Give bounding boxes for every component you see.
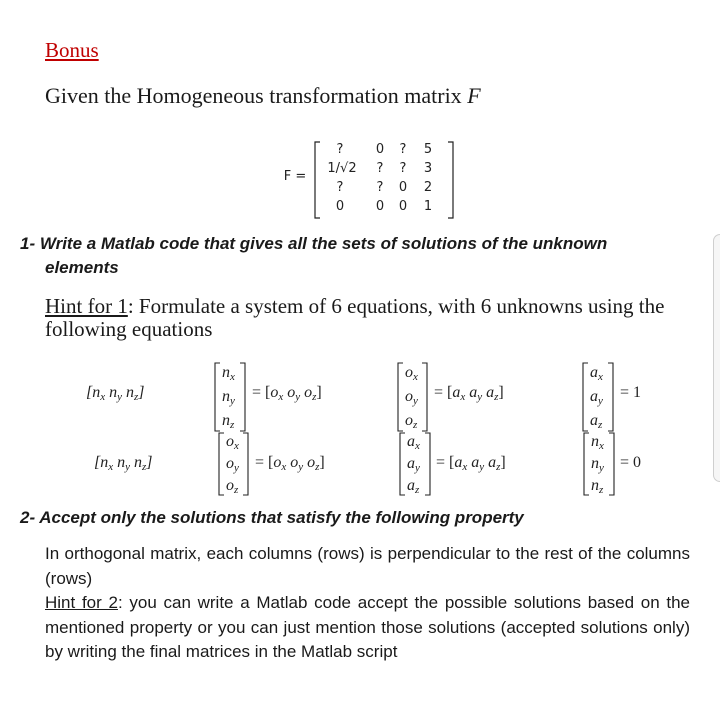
matrix-f-cell: ? <box>399 142 407 157</box>
given-statement <box>45 83 481 109</box>
bonus-heading: Bonus <box>45 38 99 62</box>
svg-text:oy: oy <box>226 455 239 474</box>
equation-1-rhs: = 1 <box>620 384 642 401</box>
matrix-f-cell: 3 <box>423 161 433 176</box>
matrix-f-cell: ? <box>376 161 384 176</box>
svg-text:az: az <box>590 412 603 431</box>
hint-2 <box>45 591 690 665</box>
matrix-f-cell: ? <box>399 161 407 176</box>
svg-text:[nx ny nz]: [nx ny nz] <box>86 384 145 403</box>
svg-text:ay: ay <box>407 455 420 474</box>
matrix-f-cell: 2 <box>423 180 433 195</box>
svg-text:nz: nz <box>222 412 235 431</box>
svg-text:ny: ny <box>222 388 235 407</box>
equations-figure <box>80 357 680 497</box>
matrix-f-cell: 0 <box>335 199 345 214</box>
svg-text:oy: oy <box>405 388 418 407</box>
svg-text:nx: nx <box>222 364 235 383</box>
svg-text:nx: nx <box>591 433 604 452</box>
question-1-number: 1- <box>20 234 36 253</box>
question-2 <box>20 508 524 528</box>
hint-1-text-cont: following equations <box>45 317 213 341</box>
matrix-f-cell: ? <box>336 142 344 157</box>
hint-1-text: : Formulate a system of 6 equations, with 6 unknowns using the <box>127 294 665 318</box>
svg-text:oz: oz <box>226 477 239 496</box>
svg-text:az: az <box>407 477 420 496</box>
equation-2-rhs: = 0 <box>620 454 642 471</box>
matrix-f-label: F = <box>283 169 307 184</box>
given-text: Given the Homogeneous transformation matrix <box>45 83 462 108</box>
body-paragraph <box>45 542 690 665</box>
svg-text:ay: ay <box>590 388 603 407</box>
matrix-f <box>282 138 462 222</box>
scrollbar-handle[interactable] <box>713 234 720 482</box>
matrix-f-cell: 0 <box>398 180 408 195</box>
matrix-f-cell: 5 <box>423 142 433 157</box>
matrix-f-cell: ? <box>336 180 344 195</box>
svg-text:ox: ox <box>405 364 418 383</box>
equation-2 <box>94 433 641 496</box>
matrix-f-cell: 1/√2 <box>327 161 357 176</box>
hint-1-label: Hint for 1 <box>45 294 128 318</box>
svg-text:= [ax ay az]: = [ax ay az] <box>436 454 506 473</box>
question-1-text: Write a Matlab code that gives all the sets of solutions of the unknown <box>39 234 608 253</box>
question-2-text: Accept only the solutions that satisfy the following property <box>39 508 524 527</box>
question-1 <box>20 232 690 280</box>
question-2-number: 2- <box>20 508 36 527</box>
hint-1 <box>45 295 665 341</box>
hint-2-label: Hint for 2 <box>45 593 118 612</box>
svg-text:= [ox oy oz]: = [ox oy oz] <box>255 454 325 473</box>
svg-text:ny: ny <box>591 455 604 474</box>
matrix-f-cell: ? <box>376 180 384 195</box>
matrix-f-cell: 0 <box>375 199 385 214</box>
matrix-f-cell: 0 <box>398 199 408 214</box>
equation-1 <box>86 363 641 431</box>
svg-text:ax: ax <box>590 364 603 383</box>
svg-text:oz: oz <box>405 412 418 431</box>
svg-text:nz: nz <box>591 477 604 496</box>
svg-text:[nx ny nz]: [nx ny nz] <box>94 454 153 473</box>
hint-2-text: : you can write a Matlab code accept the possible solutions based on the mentioned property or you can just mention those solutions (accepted solutions only) by writing the final matrices in the Matlab script <box>45 593 690 661</box>
orthogonal-statement: In orthogonal matrix, each columns (rows) is perpendicular to the rest of the columns (rows) <box>45 544 690 588</box>
matrix-f-cell: 0 <box>375 142 385 157</box>
svg-text:ox: ox <box>226 433 239 452</box>
svg-text:= [ox oy oz]: = [ox oy oz] <box>252 384 322 403</box>
svg-text:= [ax ay az]: = [ax ay az] <box>434 384 504 403</box>
matrix-f-cell: 1 <box>423 199 433 214</box>
question-1-text-cont: elements <box>45 258 119 277</box>
svg-text:ax: ax <box>407 433 420 452</box>
given-var: F <box>467 83 481 108</box>
